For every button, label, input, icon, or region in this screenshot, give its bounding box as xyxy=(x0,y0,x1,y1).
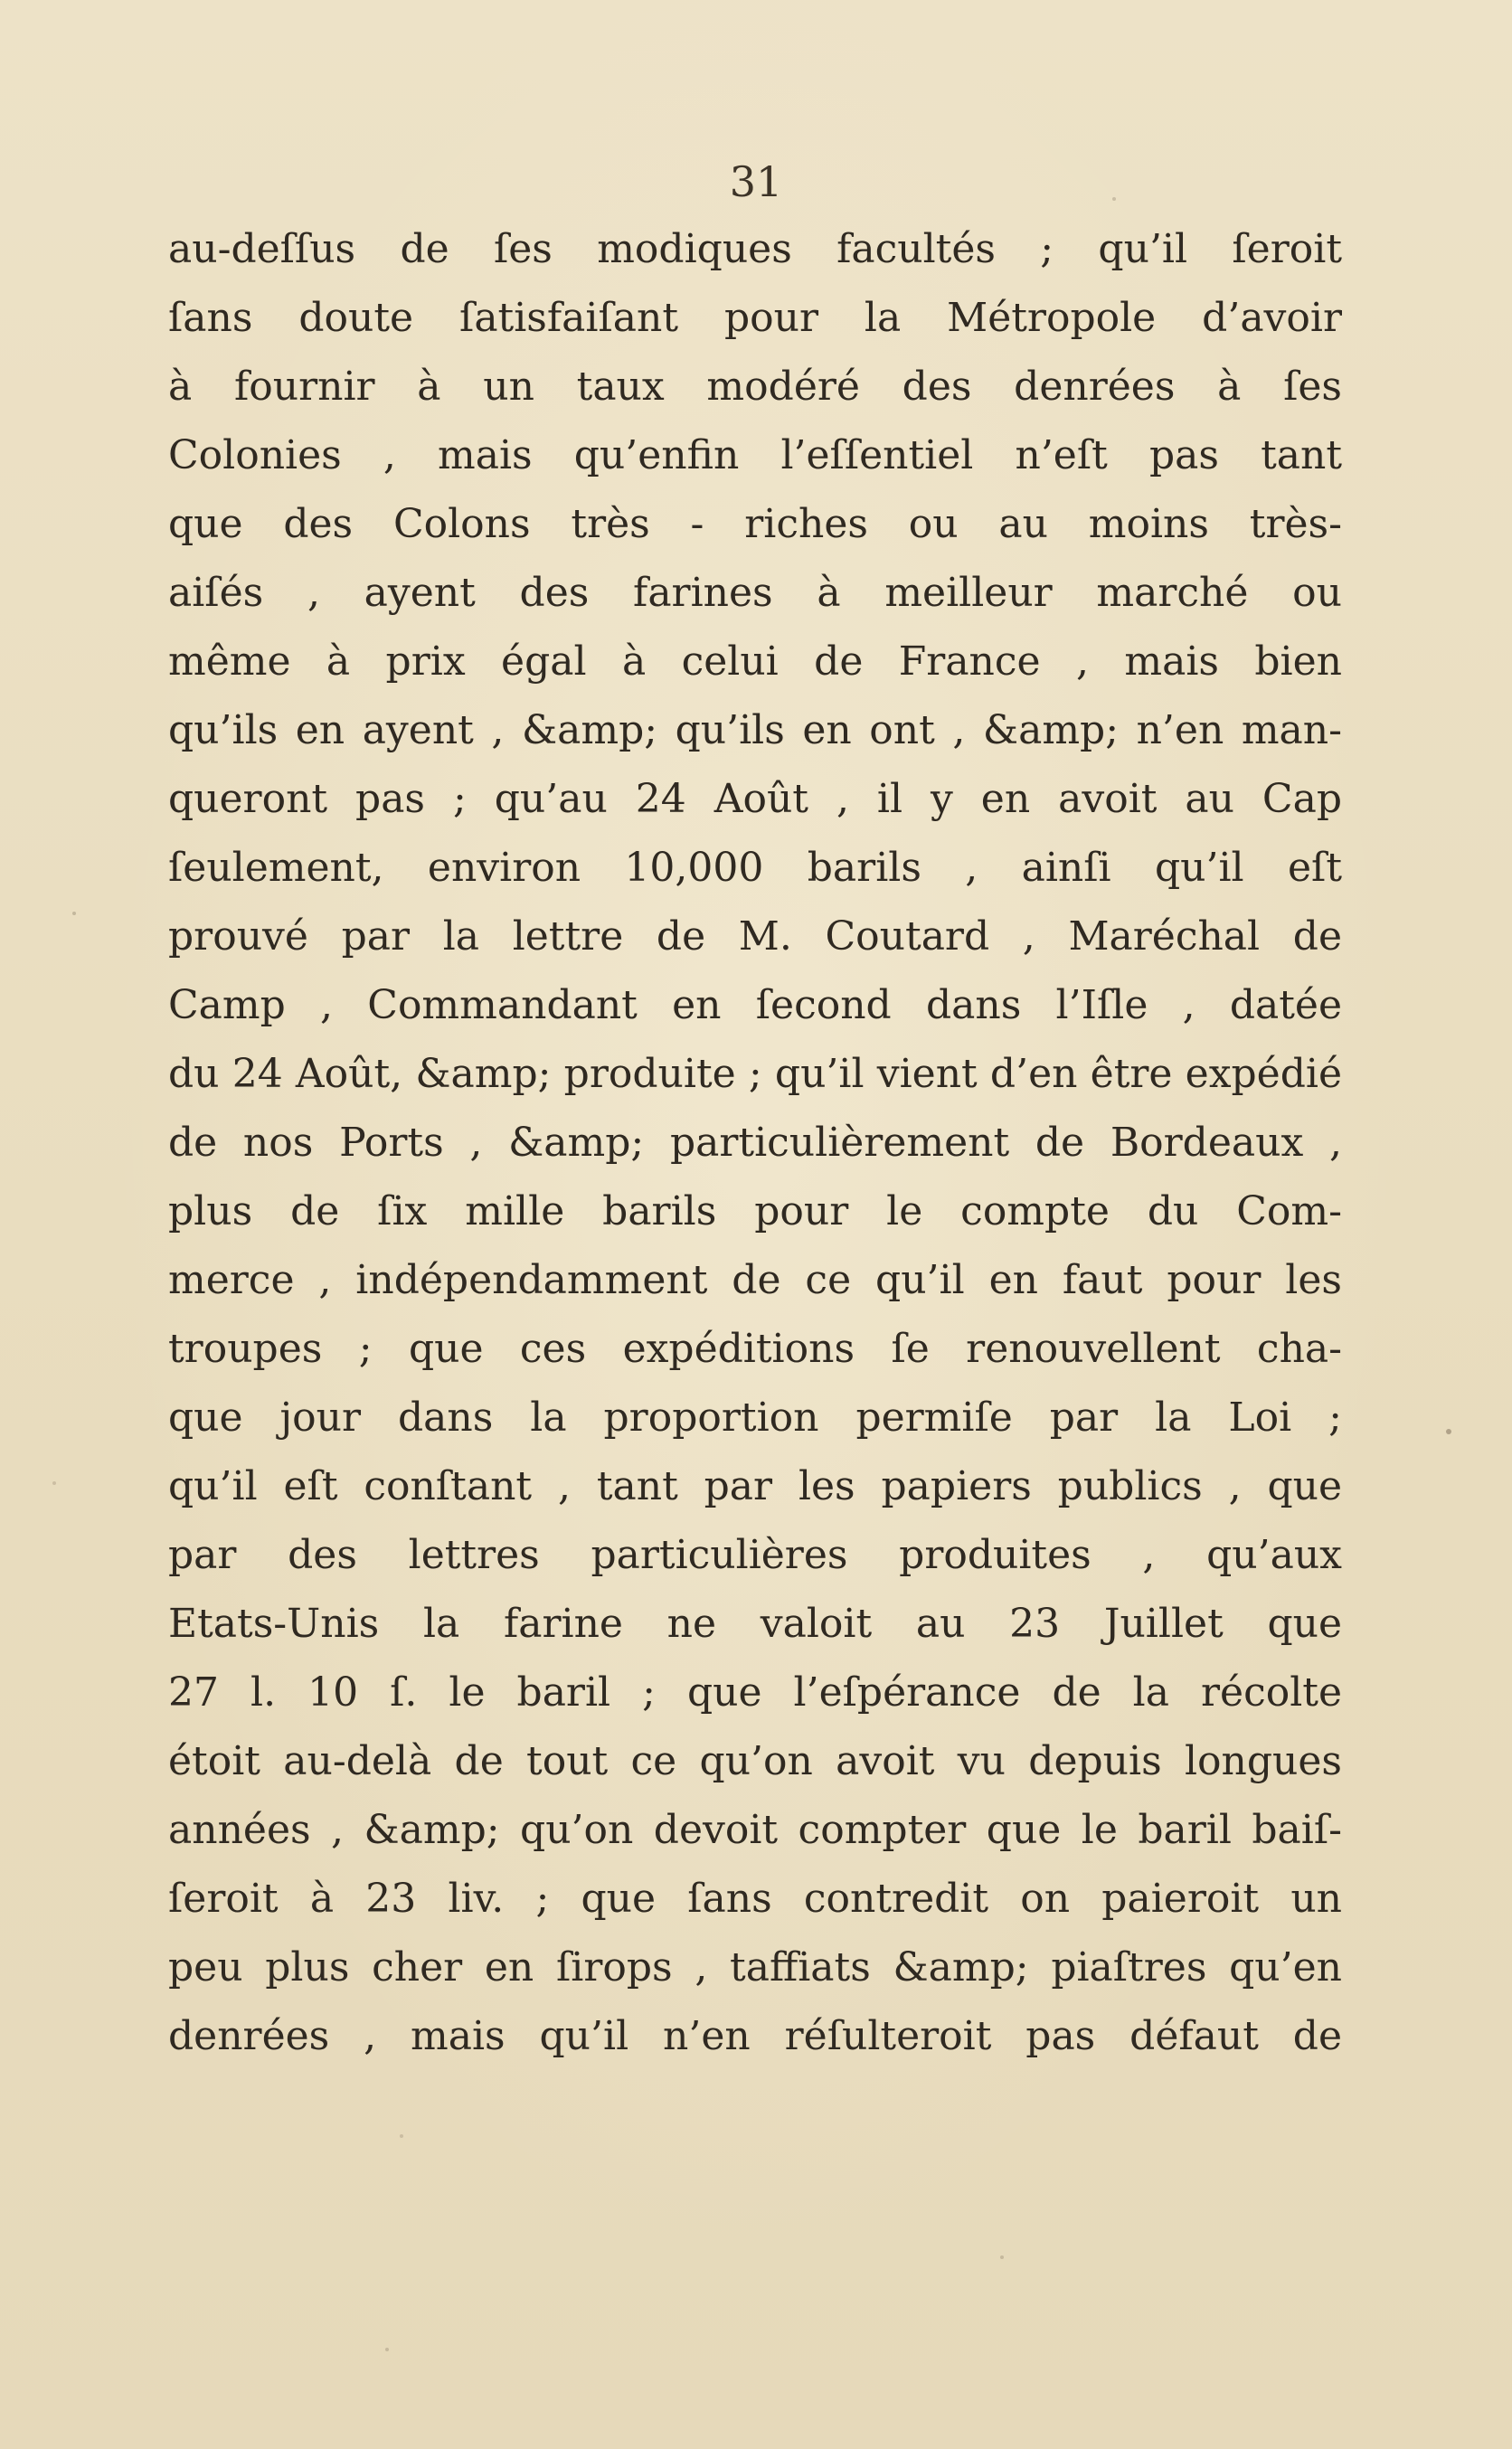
text-line: par des lettres particulières produites , qu’aux xyxy=(168,1532,1342,1578)
text-line: ſeulement, environ 10,000 barils , ainſi qu’il eſt xyxy=(168,845,1342,891)
text-line: du 24 Août, &amp; produite ; qu’il vient d’en être expédié xyxy=(168,1051,1342,1097)
text-line: au-deſſus de ſes modiques facultés ; qu’il ſeroit xyxy=(168,226,1342,272)
text-line: étoit au-delà de tout ce qu’on avoit vu depuis longues xyxy=(168,1738,1342,1784)
body-text xyxy=(168,215,1342,2071)
text-line: queront pas ; qu’au 24 Août , il y en avoit au Cap xyxy=(168,776,1342,822)
text-line: qu’ils en ayent , &amp; qu’ils en ont , &amp; n’en man- xyxy=(168,707,1342,753)
text-line: 27 l. 10 ſ. le baril ; que l’eſpérance de la récolte xyxy=(168,1669,1342,1716)
text-line: ſeroit à 23 liv. ; que ſans contredit on paieroit un xyxy=(168,1876,1342,1922)
text-line: que jour dans la proportion permiſe par la Loi ; xyxy=(168,1395,1342,1441)
text-line: années , &amp; qu’on devoit compter que le baril baiſ- xyxy=(168,1807,1342,1853)
text-line: peu plus cher en ſirops , taffiats &amp; piaſtres qu’en xyxy=(168,1944,1342,1990)
page-number: 31 xyxy=(729,157,783,206)
text-line: merce , indépendamment de ce qu’il en faut pour les xyxy=(168,1257,1342,1303)
text-line: Colonies , mais qu’enfin l’eſſentiel n’eſt pas tant xyxy=(168,432,1342,478)
text-line: qu’il eſt conſtant , tant par les papiers publics , que xyxy=(168,1463,1342,1509)
text-line: Etats-Unis la farine ne valoit au 23 Juillet que xyxy=(168,1601,1342,1647)
text-line: que des Colons très - riches ou au moins très- xyxy=(168,501,1342,547)
text-line: de nos Ports , &amp; particulièrement de Bordeaux , xyxy=(168,1120,1342,1166)
text-line: troupes ; que ces expéditions ſe renouvellent cha- xyxy=(168,1326,1342,1372)
text-line: plus de ſix mille barils pour le compte du Com- xyxy=(168,1188,1342,1234)
text-line: à fournir à un taux modéré des denrées à ſes xyxy=(168,364,1342,410)
text-line: Camp , Commandant en ſecond dans l’Iſle , datée xyxy=(168,982,1342,1028)
text-line: prouvé par la lettre de M. Coutard , Maréchal de xyxy=(168,913,1342,960)
text-line: aiſés , ayent des farines à meilleur marché ou xyxy=(168,570,1342,616)
text-line: même à prix égal à celui de France , mais bien xyxy=(168,638,1342,685)
text-line: denrées , mais qu’il n’en réſulteroit pas défaut de xyxy=(168,2013,1342,2059)
text-line: ſans doute ſatisfaiſant pour la Métropole d’avoir xyxy=(168,295,1342,341)
